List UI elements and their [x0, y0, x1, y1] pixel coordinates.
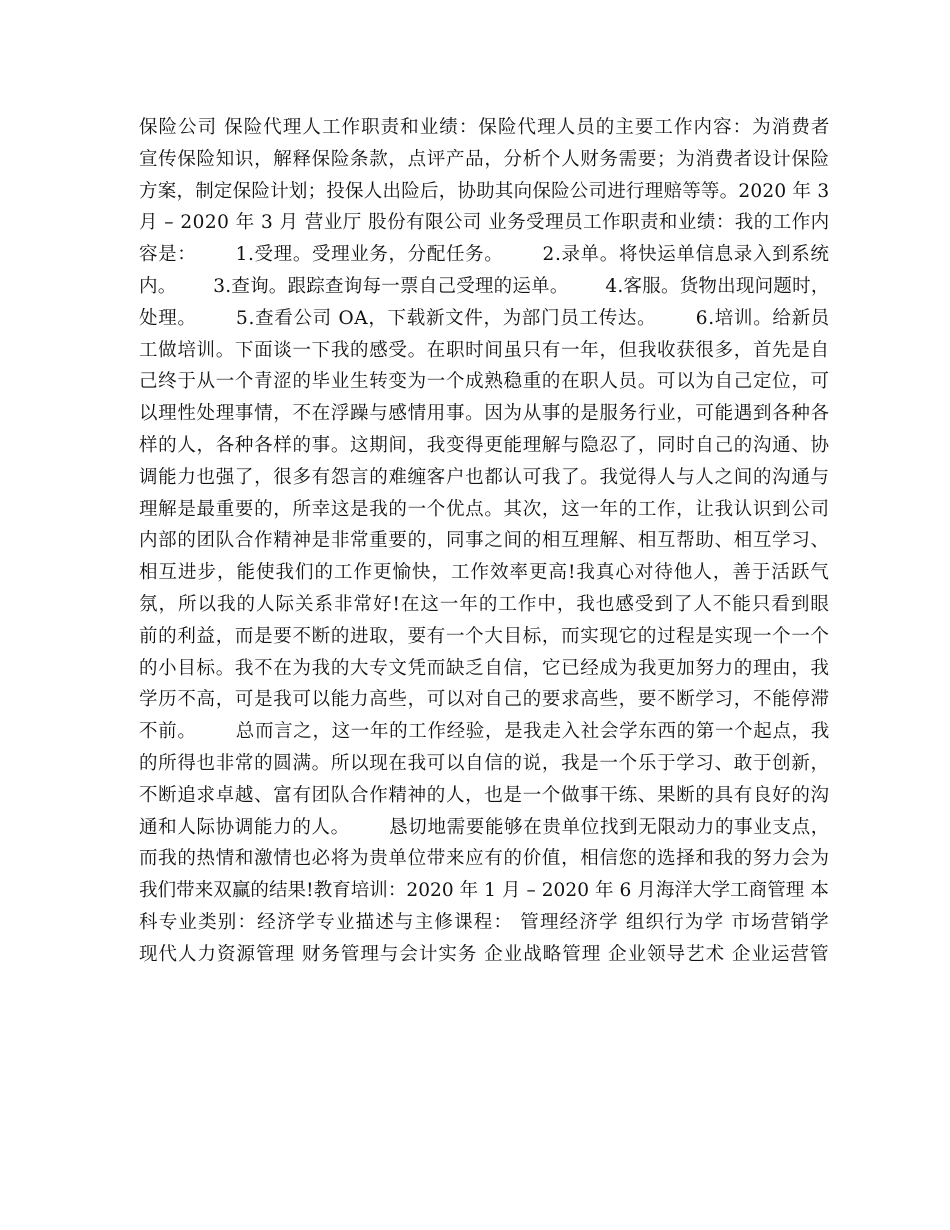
text-line: 宣传保险知识，解释保险条款，点评产品，分析个人财务需要；为消费者设计保险	[139, 148, 830, 170]
text-line: 己终于从一个青涩的毕业生转变为一个成熟稳重的在职人员。可以为自己定位，可	[139, 371, 830, 393]
text-line: 不断追求卓越、富有团队合作精神的人，也是一个做事干练、果断的具有良好的沟	[139, 784, 830, 806]
text-line: 的小目标。我不在为我的大专文凭而缺乏自信，它已经成为我更加努力的理由，我	[139, 657, 830, 679]
text-line: 科专业类别：经济学专业描述与主修课程： 管理经济学 组织行为学 市场营销学	[139, 911, 830, 933]
text-line: 样的人，各种各样的事。这期间，我变得更能理解与隐忍了，同时自己的沟通、协	[139, 434, 830, 456]
text-line: 我们带来双赢的结果!教育培训：2020 年 1 月 – 2020 年 6 月海洋大学工商管理 本	[139, 880, 829, 902]
text-line: 以理性处理事情，不在浮躁与感情用事。因为从事的是服务行业，可能遇到各种各	[139, 403, 830, 425]
text-line: 内部的团队合作精神是非常重要的，同事之间的相互理解、相互帮助、相互学习、	[139, 530, 830, 552]
body-text	[139, 112, 829, 971]
text-line: 通和人际协调能力的人。 恳切地需要能够在贵单位找到无限动力的事业支点，	[139, 816, 830, 838]
text-line: 相互进步，能使我们的工作更愉快，工作效率更高!我真心对待他人，善于活跃气	[139, 562, 830, 584]
text-line: 工做培训。下面谈一下我的感受。在职时间虽只有一年，但我收获很多，首先是自	[139, 339, 830, 361]
text-line: 前的利益，而是要不断的进取，要有一个大目标，而实现它的过程是实现一个一个	[139, 625, 830, 647]
text-line: 容是： 1.受理。受理业务，分配任务。 2.录单。将快运单信息录入到系统	[139, 244, 830, 266]
text-line: 月 – 2020 年 3 月 营业厅 股份有限公司 业务受理员工作职责和业绩：我的工作内	[139, 212, 830, 234]
text-line: 调能力也强了，很多有怨言的难缠客户也都认可我了。我觉得人与人之间的沟通与	[139, 466, 830, 488]
text-line: 氛，所以我的人际关系非常好!在这一年的工作中，我也感受到了人不能只看到眼	[139, 593, 830, 615]
text-line: 而我的热情和激情也必将为贵单位带来应有的价值，相信您的选择和我的努力会为	[139, 848, 830, 870]
text-line: 学历不高，可是我可以能力高些，可以对自己的要求高些，要不断学习，不能停滞	[139, 689, 830, 711]
text-line: 理解是最重要的，所幸这是我的一个优点。其次，这一年的工作，让我认识到公司	[139, 498, 830, 520]
text-line: 的所得也非常的圆满。所以现在我可以自信的说，我是一个乐于学习、敢于创新，	[139, 752, 830, 774]
text-line: 处理。 5.查看公司 OA，下载新文件，为部门员工传达。 6.培训。给新员	[139, 307, 830, 329]
text-line: 内。 3.查询。跟踪查询每一票自己受理的运单。 4.客服。货物出现问题时，	[139, 275, 830, 297]
text-line: 保险公司 保险代理人工作职责和业绩：保险代理人员的主要工作内容：为消费者	[139, 117, 831, 138]
text-line: 方案，制定保险计划；投保人出险后，协助其向保险公司进行理赔等等。2020 年 3	[139, 180, 830, 202]
text-line: 现代人力资源管理 财务管理与会计实务 企业战略管理 企业领导艺术 企业运营管	[139, 943, 830, 965]
text-line: 不前。 总而言之，这一年的工作经验，是我走入社会学东西的第一个起点，我	[139, 721, 830, 743]
